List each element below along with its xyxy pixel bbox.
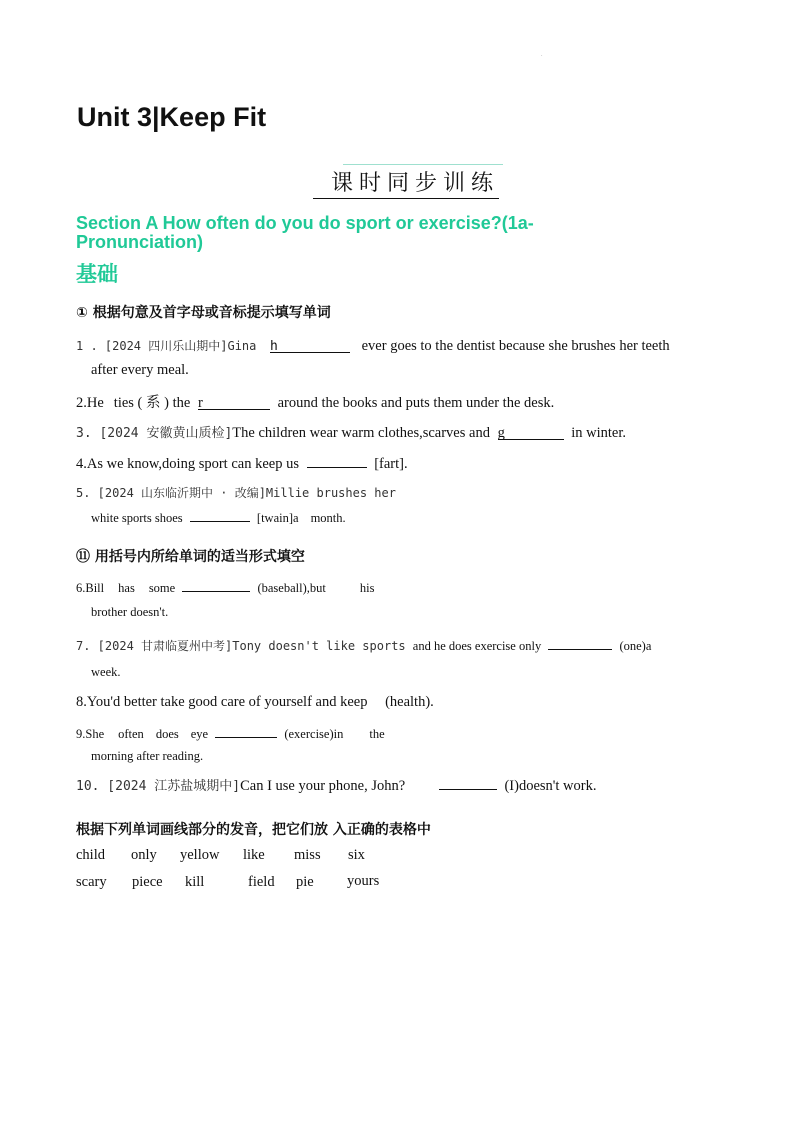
q3-text: The children wear warm clothes,scarves and: [232, 425, 490, 441]
word-item: pie: [296, 874, 314, 890]
q6-b: has: [118, 581, 135, 595]
q5-hint: [twain]a: [256, 511, 299, 525]
word-item: only: [131, 847, 157, 863]
part2-heading: ⑪ 用括号内所给单词的适当形式填空: [76, 549, 305, 565]
question-5: [91, 507, 346, 526]
q6-a: 6.Bill: [76, 581, 105, 595]
q3-source: 3. [2024 安徽黄山质检]: [76, 426, 233, 441]
word-item: piece: [132, 874, 163, 890]
q9-d: eye: [190, 727, 209, 741]
question-7-cont: week.: [91, 665, 121, 679]
section-heading: Section A How often do you do sport or exercise?(1a-Pronunciation): [76, 213, 534, 252]
q2-blank[interactable]: [198, 395, 270, 410]
q1-blank[interactable]: [270, 338, 350, 353]
q2-start: 2.He: [76, 395, 104, 411]
question-1: [76, 337, 670, 355]
q10-hint: (I)doesn't work.: [504, 778, 597, 794]
part3-heading: 根据下列单词画线部分的发音，把它们放 入正确的表格中: [76, 822, 431, 838]
word-item: yellow: [180, 847, 220, 863]
q6-d: his: [359, 581, 375, 595]
q5-end: month.: [310, 511, 346, 525]
q6-blank[interactable]: [182, 577, 250, 592]
question-9-cont: morning after reading.: [91, 749, 204, 763]
word-item: child: [76, 847, 105, 863]
corner-mark: .: [541, 52, 543, 58]
q5-text: white sports shoes: [91, 511, 183, 525]
q3-rest: in winter.: [571, 425, 626, 441]
q9-c: does: [155, 727, 179, 741]
q1-source: 1 . [2024 四川乐山期中]Gina: [76, 339, 257, 353]
question-7: [76, 635, 651, 654]
part1-heading: ① 根据句意及首字母或音标提示填写单词: [76, 305, 331, 321]
subtitle-decor-line: [343, 164, 503, 165]
word-item: yours: [347, 873, 380, 889]
subtitle: 课时同步训练: [313, 166, 499, 199]
question-6-cont: brother doesn't.: [91, 605, 169, 619]
question-3: [76, 422, 626, 442]
q7-hint: (one)a: [619, 639, 652, 653]
q10-text: Can I use your phone, John?: [240, 778, 406, 794]
question-4: [76, 453, 408, 473]
level-label: 基础: [76, 262, 118, 286]
question-10: [76, 775, 596, 795]
q6-hint: (baseball),but: [257, 581, 326, 595]
word-item: scary: [76, 874, 107, 890]
q5-blank[interactable]: [190, 507, 250, 522]
q6-c: some: [148, 581, 176, 595]
q4-hint: [fart].: [374, 456, 408, 472]
q9-a: 9.She: [76, 727, 105, 741]
question-9: [76, 723, 385, 742]
q4-blank[interactable]: [307, 453, 367, 468]
question-1-cont: after every meal.: [91, 362, 189, 378]
q7-blank[interactable]: [548, 635, 612, 650]
q10-source: 10. [2024 江苏盐城期中]: [76, 779, 241, 794]
word-item: miss: [294, 847, 321, 863]
question-2: [76, 391, 554, 412]
q9-hint: (exercise)in: [284, 727, 344, 741]
q3-letter: g: [497, 425, 505, 441]
q7-source: 7. [2024 甘肃临夏州中考]Tony doesn't like sports: [76, 639, 406, 653]
q2-mid: ties ( 系 ) the: [113, 395, 191, 411]
question-8: [76, 694, 434, 711]
q3-blank[interactable]: [498, 425, 564, 440]
q4-text: 4.As we know,doing sport can keep us: [76, 456, 299, 472]
q9-blank[interactable]: [215, 723, 277, 738]
question-5-source: 5. [2024 山东临沂期中 · 改编]Millie brushes her: [76, 486, 396, 500]
q9-b: often: [118, 727, 144, 741]
q10-blank[interactable]: [439, 775, 497, 790]
page-title: Unit 3|Keep Fit: [77, 102, 267, 132]
q8-text: 8.You'd better take good care of yourself and keep: [76, 694, 368, 710]
word-item: like: [243, 847, 265, 863]
q7-text: and he does exercise only: [412, 639, 542, 653]
q1-letter: h: [270, 339, 278, 354]
q9-e: the: [369, 727, 385, 741]
q2-letter: r: [197, 395, 203, 411]
q1-text: ever goes to the dentist because she brushes her teeth: [361, 338, 670, 354]
q2-text: around the books and puts them under the desk.: [277, 395, 555, 411]
word-item: six: [348, 847, 365, 863]
question-6: [76, 577, 374, 596]
q8-hint: (health).: [385, 694, 434, 710]
word-item: field: [248, 874, 275, 890]
word-item: kill: [185, 874, 205, 890]
